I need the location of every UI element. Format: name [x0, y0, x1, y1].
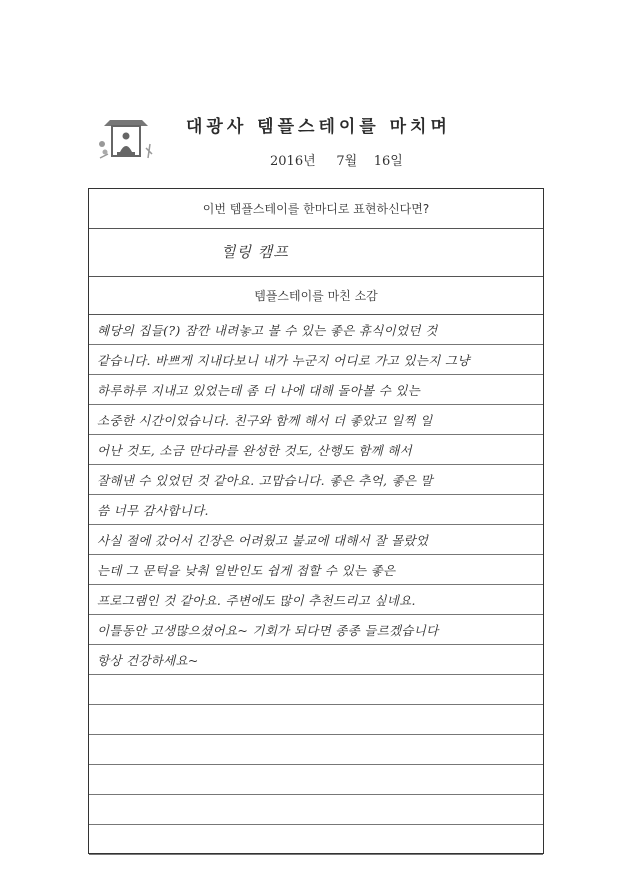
survey-form — [88, 188, 544, 854]
question-two-impressions: 템플스테이를 마친 소감 — [89, 277, 543, 315]
reflection-line — [89, 795, 543, 825]
date-day: 16 — [373, 154, 391, 169]
reflection-line — [89, 675, 543, 705]
reflection-line — [89, 825, 543, 855]
temple-logo-icon — [96, 114, 156, 166]
reflection-line: 어난 것도, 소금 만다라를 완성한 것도, 산행도 함께 해서 — [89, 435, 543, 465]
reflection-line — [89, 735, 543, 765]
date-line — [270, 150, 470, 172]
reflection-line: 프로그램인 것 같아요. 주변에도 많이 추천드리고 싶네요. — [89, 585, 543, 615]
reflection-line — [89, 705, 543, 735]
reflection-line: 혜당의 집들(?) 잠깐 내려놓고 볼 수 있는 좋은 휴식이었던 것 — [89, 315, 543, 345]
reflection-line: 는데 그 문턱을 낮춰 일반인도 쉽게 접할 수 있는 좋은 — [89, 555, 543, 585]
page-title: 대광사 템플스테이를 마치며 — [186, 117, 451, 137]
reflection-line: 씀 너무 감사합니다. — [89, 495, 543, 525]
reflection-line: 잘해낸 수 있었던 것 같아요. 고맙습니다. 좋은 추억, 좋은 말 — [89, 465, 543, 495]
reflection-line: 소중한 시간이었습니다. 친구와 함께 해서 더 좋았고 일찍 일 — [89, 405, 543, 435]
reflection-line: 이틀동안 고생많으셨어요~ 기회가 되다면 종종 들르겠습니다 — [89, 615, 543, 645]
answer-one-handwritten: 힐링 캠프 — [221, 243, 289, 261]
reflection-line: 사실 절에 갔어서 긴장은 어려웠고 불교에 대해서 잘 몰랐었 — [89, 525, 543, 555]
question-one-expression: 이번 템플스테이를 한마디로 표현하신다면? — [89, 189, 543, 229]
date-month-unit: 월 — [344, 154, 358, 169]
reflection-line: 같습니다. 바쁘게 지내다보니 내가 누군지 어디로 가고 있는지 그냥 — [89, 345, 543, 375]
reflection-line: 항상 건강하세요~ — [89, 645, 543, 675]
answer-one-box — [89, 229, 543, 277]
reflection-line — [89, 765, 543, 795]
date-month: 7 — [336, 154, 345, 169]
reflection-lines-area — [89, 315, 543, 855]
date-year: 2016 — [270, 154, 304, 169]
date-year-unit: 년 — [303, 154, 316, 169]
reflection-line: 하루하루 지내고 있었는데 좀 더 나에 대해 돌아볼 수 있는 — [89, 375, 543, 405]
date-day-unit: 일 — [390, 154, 403, 169]
